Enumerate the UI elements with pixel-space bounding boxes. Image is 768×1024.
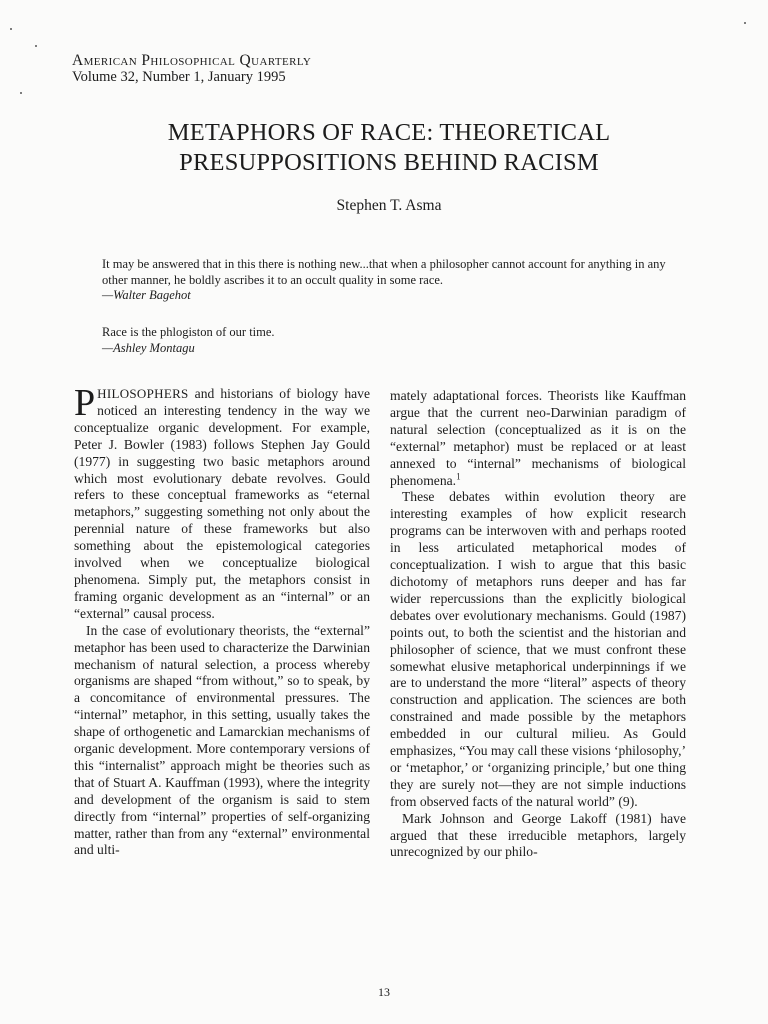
epigraph-montagu	[102, 325, 667, 356]
journal-issue: Volume 32, Number 1, January 1995	[72, 69, 286, 85]
epigraph-attribution: —Ashley Montagu	[102, 340, 195, 355]
paragraph-1	[74, 382, 370, 623]
article-title-line-1: METAPHORS OF RACE: THEORETICAL	[167, 119, 611, 146]
drop-cap: P	[74, 382, 96, 424]
article-author: Stephen T. Asma	[336, 197, 442, 214]
body-column-right	[390, 388, 686, 861]
article-title-line-2: PRESUPPOSITIONS BEHIND RACISM	[179, 149, 599, 176]
scan-speck	[35, 45, 37, 47]
epigraph-text: Race is the phlogiston of our time.	[102, 325, 275, 339]
paragraph-3	[390, 388, 686, 489]
page-number: 13	[378, 985, 390, 999]
body-column-left	[74, 382, 370, 859]
scan-speck	[20, 92, 22, 94]
epigraph-bagehot	[102, 257, 667, 304]
paragraph-2: In the case of evolutionary theorists, the “external” metaphor has been used to characterize the Darwinian mechanism of natural selection, a process whereby organisms are shaped “from without,” so to speak, by a concomitance of environmental pressures. The “internal” metaphor, in this setting, usually takes the shape of orthogenetic and Lamarckian mechanisms of organic development. More contemporary versions of this “internalist” approach might be theories such as that of Stuart A. Kauffman (1993), where the integrity and development of the organism is said to stem directly from “internal” properties of self-organizing matter, rather than from any “external” environmental and ulti-	[74, 622, 370, 858]
paragraph-5: Mark Johnson and George Lakoff (1981) have argued that these irreducible metaphors, largely unrecognized by our philo-	[390, 810, 686, 860]
article-title	[84, 118, 694, 178]
epigraph-attribution: —Walter Bagehot	[102, 288, 191, 302]
paragraph-1-text: and historians of biology have noticed an interesting tendency in the way we conceptualize organic development. For example, Peter J. Bowler (1983) follows Stephen Jay Gould (1977) in suggesting two basic metaphors around which most evolutionary debate revolves. Gould refers to these conceptual frameworks as “eternal metaphors,” suggesting something not only about the perennial nature of these frameworks but also something about the epistemological categories involved when we conceptualize biological phenomena. Simply put, the metaphors consist in framing organic development as an “internal” or an “external” causal process.	[74, 386, 370, 621]
lead-word: HILOSOPHERS	[97, 386, 189, 401]
paragraph-3-text: mately adaptational forces. Theorists like Kauffman argue that the current neo-Darwinian paradigm of natural selection (conceptualized as it is on the “external” metaphor) must be replaced or at least annexed to “internal” mechanisms of biological phenomena.	[390, 388, 686, 488]
epigraph-text: It may be answered that in this there is nothing new...that when a philosopher cannot account for anything in any other manner, he boldly ascribes it to an occult quality in some race.	[102, 257, 666, 287]
scan-speck	[744, 22, 746, 24]
journal-header	[72, 53, 311, 85]
paragraph-4: These debates within evolution theory are interesting examples of how explicit research programs can be interwoven with and perhaps rooted in less articulated metaphorical modes of conceptualization. I wish to argue that this basic dichotomy of metaphors runs deeper and has far wider repercussions than the explicitly biological debates over evolutionary mechanisms. Gould (1987) points out, to both the scientist and the historian and philosopher of science, that we must confront these somewhat elusive metaphorical underpinnings if we are to understand the more “literal” aspects of theory construction and application. The sciences are both constrained and made possible by the metaphors embedded in our cultural milieu. As Gould emphasizes, “You may call these visions ‘philosophy,’ or ‘metaphor,’ or ‘organizing principle,’ but one thing they are surely not—they are not simple inductions from observed facts of the natural world” (9).	[390, 489, 687, 809]
footnote-marker: 1	[456, 471, 461, 481]
journal-name: American Philosophical Quarterly	[72, 52, 312, 69]
scan-speck	[10, 28, 12, 30]
